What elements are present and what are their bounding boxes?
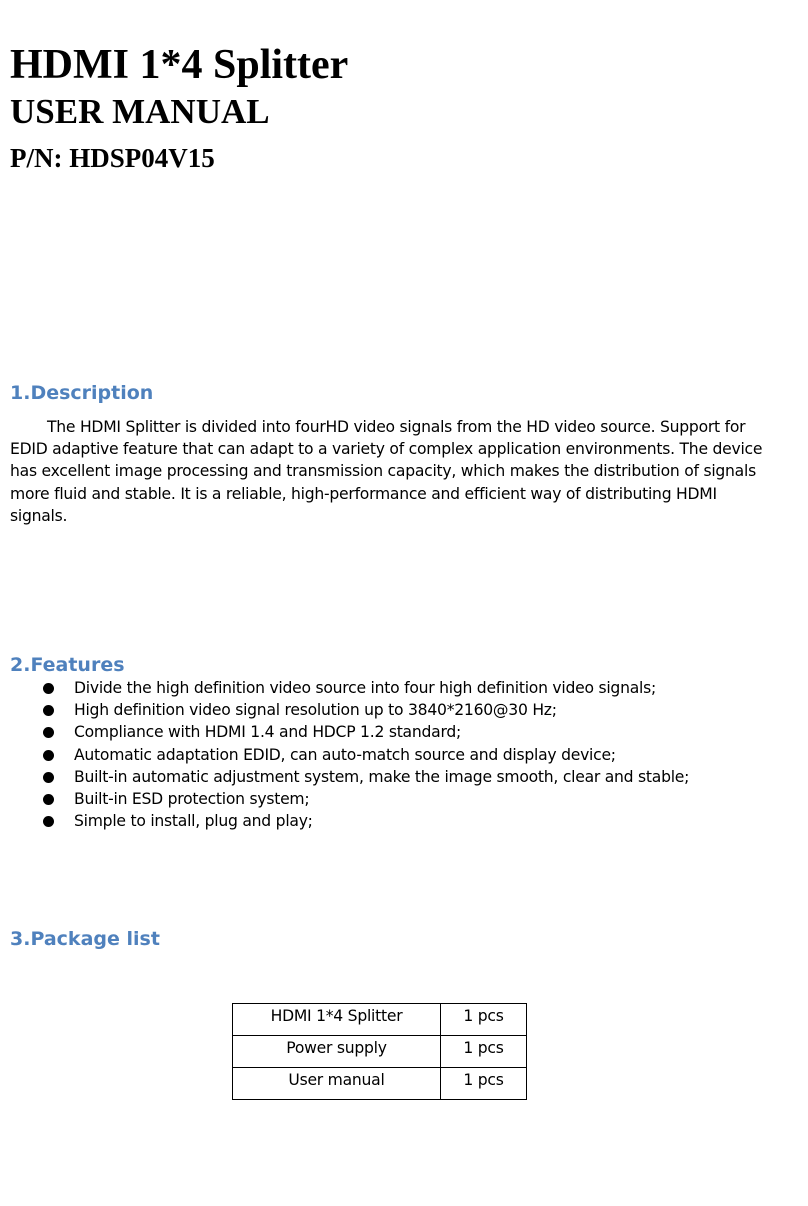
feature-text: Automatic adaptation EDID, can auto-match source and display device; [74,745,616,764]
feature-item [40,744,689,766]
package-table [232,1003,527,1100]
package-item-cell: HDMI 1*4 Splitter [233,1004,441,1036]
package-qty-cell: 1 pcs [441,1004,527,1036]
bullet-icon [43,816,54,827]
feature-item [40,677,689,699]
description-line: signals. [10,506,68,525]
manual-subtitle: USER MANUAL [10,92,270,131]
feature-text: Built-in automatic adjustment system, make the image smooth, clear and stable; [74,767,690,786]
description-heading: 1.Description [10,382,154,404]
feature-item [40,766,689,788]
bullet-icon [43,794,54,805]
feature-text: Divide the high definition video source into four high definition video signals; [74,679,656,697]
description-line: The HDMI Splitter is divided into fourHD video signals from the HD video source. Support for [47,418,746,436]
package-item-cell: User manual [233,1068,441,1100]
description-line: more fluid and stable. It is a reliable, high-performance and efficient way of distributing HDMI [10,484,717,503]
bullet-icon [43,683,54,694]
table-row [233,1004,527,1036]
features-list [40,677,689,832]
bullet-icon [43,772,54,783]
package-qty-cell: 1 pcs [441,1036,527,1068]
bullet-icon [43,727,54,738]
feature-item [40,699,689,721]
manual-title: HDMI 1*4 Splitter [10,42,349,88]
description-line: has excellent image processing and transmission capacity, which makes the distribution of signals [10,462,756,481]
feature-item [40,788,689,810]
bullet-icon [43,750,54,761]
feature-text: Simple to install, plug and play; [74,812,313,831]
feature-item [40,721,689,743]
feature-text: High definition video signal resolution up to 3840*2160@30 Hz; [74,701,557,720]
package-item-cell: Power supply [233,1036,441,1068]
description-line: EDID adaptive feature that can adapt to a variety of complex application environments. The device [10,440,763,459]
package-heading: 3.Package list [10,928,160,950]
features-heading: 2.Features [10,654,125,676]
description-paragraph [10,416,763,527]
feature-text: Compliance with HDMI 1.4 and HDCP 1.2 standard; [74,723,461,742]
part-number: P/N: HDSP04V15 [10,143,215,173]
table-row [233,1068,527,1100]
feature-text: Built-in ESD protection system; [74,790,310,809]
bullet-icon [43,705,54,716]
package-qty-cell: 1 pcs [441,1068,527,1100]
feature-item [40,810,689,832]
table-row [233,1036,527,1068]
